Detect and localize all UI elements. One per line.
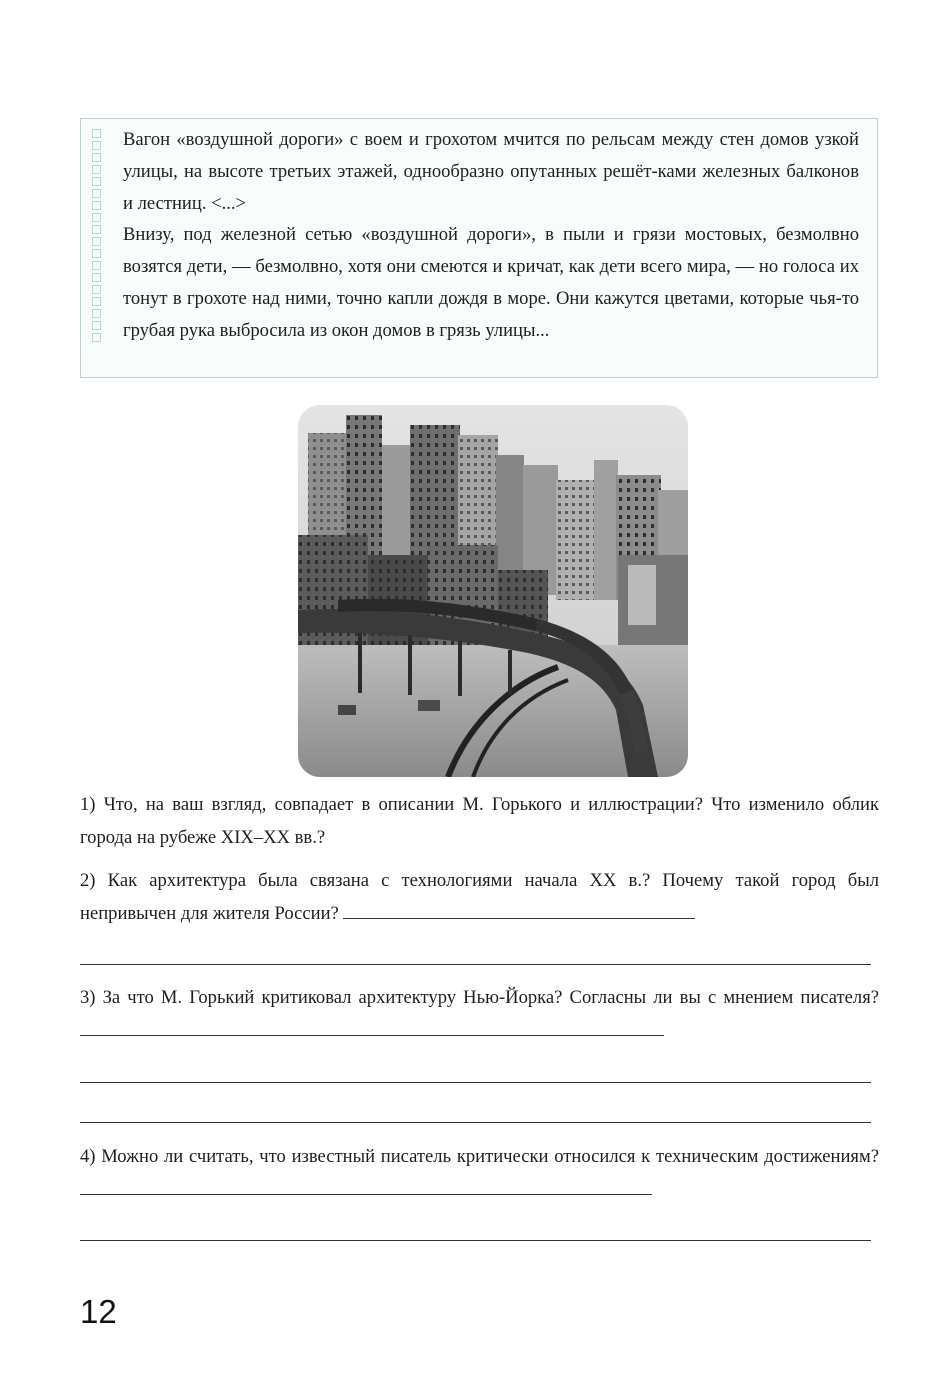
quote-box (80, 118, 878, 378)
question-1 (80, 789, 879, 854)
quote-paragraph-2: Внизу, под железной сетью «воздушной дороги», в пыли и грязи мостовых, безмолвно возятся дети, — безмолвно, хотя они смеются и кричат, как дети всего мира, — но голоса их тонут в грохоте над ними, точно капли дождя в море. Они кажутся цветами, которые чья-то грубая рука выбросила из окон домов в грязь улицы... (123, 224, 859, 341)
answer-line-3c[interactable] (80, 1122, 871, 1123)
answer-line-3b[interactable] (80, 1082, 871, 1083)
question-4-text: 4) Можно ли считать, что известный писатель критически относился к техническим достижениям? (80, 1146, 879, 1167)
quote-text (123, 124, 859, 347)
question-3-text: 3) За что М. Горький критиковал архитектуру Нью-Йорка? Согласны ли вы с мнением писателя? (80, 987, 879, 1008)
answer-blank-3a[interactable] (80, 1034, 664, 1036)
answer-blank-4a[interactable] (80, 1193, 652, 1195)
quote-paragraph-1: Вагон «воздушной дороги» с воем и грохотом мчится по рельсам между стен домов узкой улицы, на высоте третьих этажей, однообразно опутанных решёт-ками железных балконов и лестниц. <...> (123, 129, 859, 214)
answer-line-2b[interactable] (80, 964, 871, 965)
answer-line-4b[interactable] (80, 1240, 871, 1241)
answer-blank-2a[interactable] (343, 917, 695, 919)
question-3 (80, 982, 879, 1047)
elevated-railway-photo (298, 405, 688, 777)
question-2 (80, 865, 879, 930)
question-1-text: 1) Что, на ваш взгляд, совпадает в описании М. Горького и иллюстрации? Что изменило облик города на рубеже XIX–XX вв.? (80, 794, 879, 848)
question-4 (80, 1141, 879, 1206)
decorative-strip (81, 119, 111, 377)
question-2-text: 2) Как архитектура была связана с технологиями начала XX в.? Почему такой город был непривычен для жителя России? (80, 870, 879, 924)
page-number: 12 (80, 1293, 117, 1330)
